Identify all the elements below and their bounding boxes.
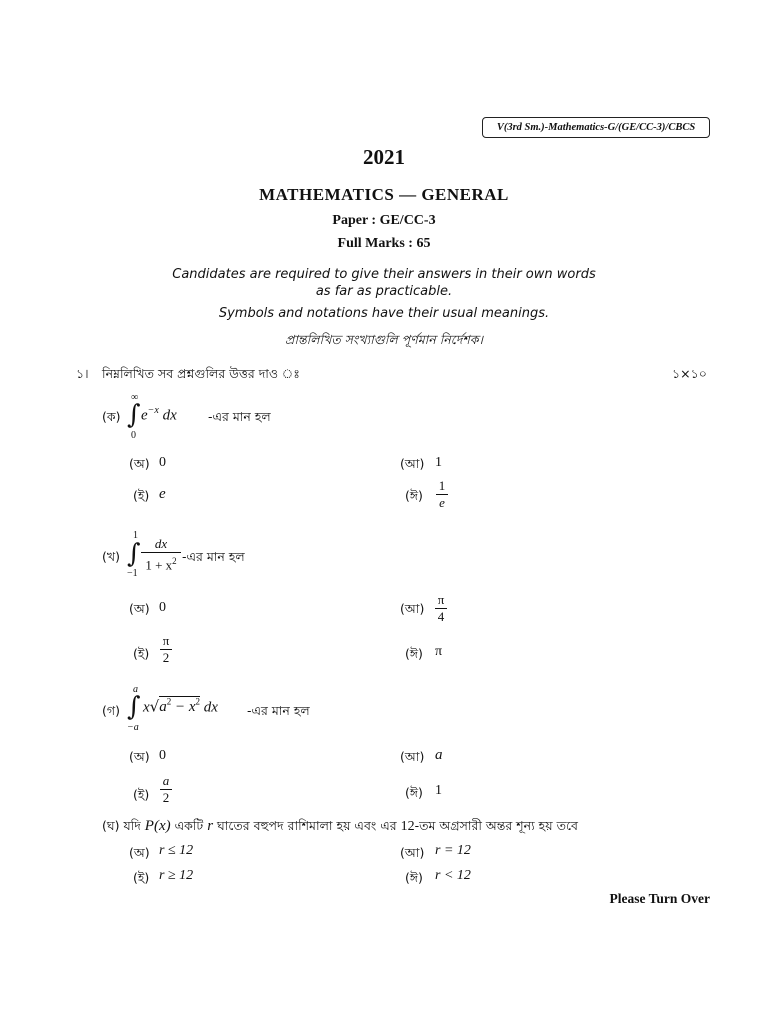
option-value: 1 <box>435 783 442 798</box>
paper-code-line: Paper : GE/CC-3 <box>332 213 436 228</box>
option-value: r ≥ 12 <box>159 868 194 883</box>
option-fraction: $\frac{\pi}{2}$ <box>160 633 172 666</box>
integral-upper-limit: 1 <box>133 530 138 541</box>
part-suffix: -এর মান হল <box>182 549 245 564</box>
part-suffix: -এর মান হল <box>208 409 271 424</box>
option-label: (অ) <box>129 601 150 616</box>
subject-title: MATHEMATICS — GENERAL <box>259 185 509 204</box>
part-label-kha: (খ) <box>102 549 120 564</box>
integral-lower-limit: −1 <box>127 568 138 579</box>
option-label: (অ) <box>129 845 150 860</box>
integral-upper-limit: ∞ <box>131 392 139 403</box>
option-fraction: $\frac{a}{2}$ <box>160 773 172 806</box>
integrand-expression: $x√a^2 - x^2$ dx <box>143 697 218 716</box>
paper-code: V(3rd Sm.)-Mathematics-G/(GE/CC-3)/CBCS <box>482 117 710 138</box>
option-label: (ই) <box>133 646 150 661</box>
option-label: (আ) <box>400 601 425 616</box>
option-value: r ≤ 12 <box>159 843 194 858</box>
question-text: নিম্নলিখিত সব প্রশ্নগুলির উত্তর দাও ঃ <box>102 366 300 381</box>
option-label: (অ) <box>129 456 150 471</box>
integral-sign: ∫ <box>127 692 141 722</box>
question-number: ১। <box>76 366 89 381</box>
please-turn-over: Please Turn Over <box>609 891 710 906</box>
option-value: a <box>435 747 443 763</box>
option-value: π <box>435 644 443 659</box>
option-fraction: $\frac{\pi}{4}$ <box>435 592 447 625</box>
option-fraction: $\frac{1}{e}$ <box>436 478 448 511</box>
option-label: (ঈ) <box>405 646 423 661</box>
instruction-line-3: Symbols and notations have their usual meanings. <box>218 306 550 321</box>
integral-upper-limit: a <box>133 684 138 695</box>
part-label-gha-line: (ঘ) যদি P(x) একটি r ঘাতের বহুপদ রাশিমালা হয় এবং এর 12-তম অগ্রসারী অন্তর শূন্য হয় তবে <box>102 818 578 834</box>
option-label: (আ) <box>400 456 425 471</box>
option-label: (ঈ) <box>405 870 423 885</box>
option-label: (ই) <box>133 787 150 802</box>
instruction-line-2: as far as practicable. <box>315 284 453 299</box>
option-label: (ই) <box>133 488 150 503</box>
part-label-ka: (ক) <box>102 409 121 424</box>
integral-sign: ∫ <box>127 400 141 430</box>
option-label: (ঈ) <box>405 785 423 800</box>
full-marks: Full Marks : 65 <box>337 236 431 251</box>
integral-lower-limit: 0 <box>131 430 136 441</box>
integrand-fraction: $\frac{dx}{1 + x^2}$ <box>141 536 181 573</box>
option-label: (ই) <box>133 870 150 885</box>
instruction-line-1: Candidates are required to give their answers in their own words <box>172 267 596 282</box>
option-label: (অ) <box>129 749 150 764</box>
option-value: r < 12 <box>435 868 471 883</box>
part-label-ga: (গ) <box>102 703 120 718</box>
part-label-gha: (ঘ) <box>102 818 120 833</box>
option-value: r = 12 <box>435 843 471 858</box>
option-value: 0 <box>159 455 166 470</box>
option-value: 0 <box>159 748 166 763</box>
integral-lower-limit: −a <box>127 722 139 733</box>
option-label: (আ) <box>400 845 425 860</box>
question-marks: ১×১০ <box>672 366 707 381</box>
option-value: 1 <box>435 455 442 470</box>
option-label: (আ) <box>400 749 425 764</box>
option-value: 0 <box>159 600 166 615</box>
option-label: (ঈ) <box>405 488 423 503</box>
instruction-line-4: প্রান্তলিখিত সংখ্যাগুলি পূর্ণমান নির্দেশক। <box>285 332 483 347</box>
integrand-expression: $e^{-x}$ dx <box>141 405 177 424</box>
integral-sign: ∫ <box>127 539 141 569</box>
exam-year: 2021 <box>363 145 405 169</box>
part-suffix: -এর মান হল <box>247 703 310 718</box>
option-value: e <box>159 486 166 502</box>
